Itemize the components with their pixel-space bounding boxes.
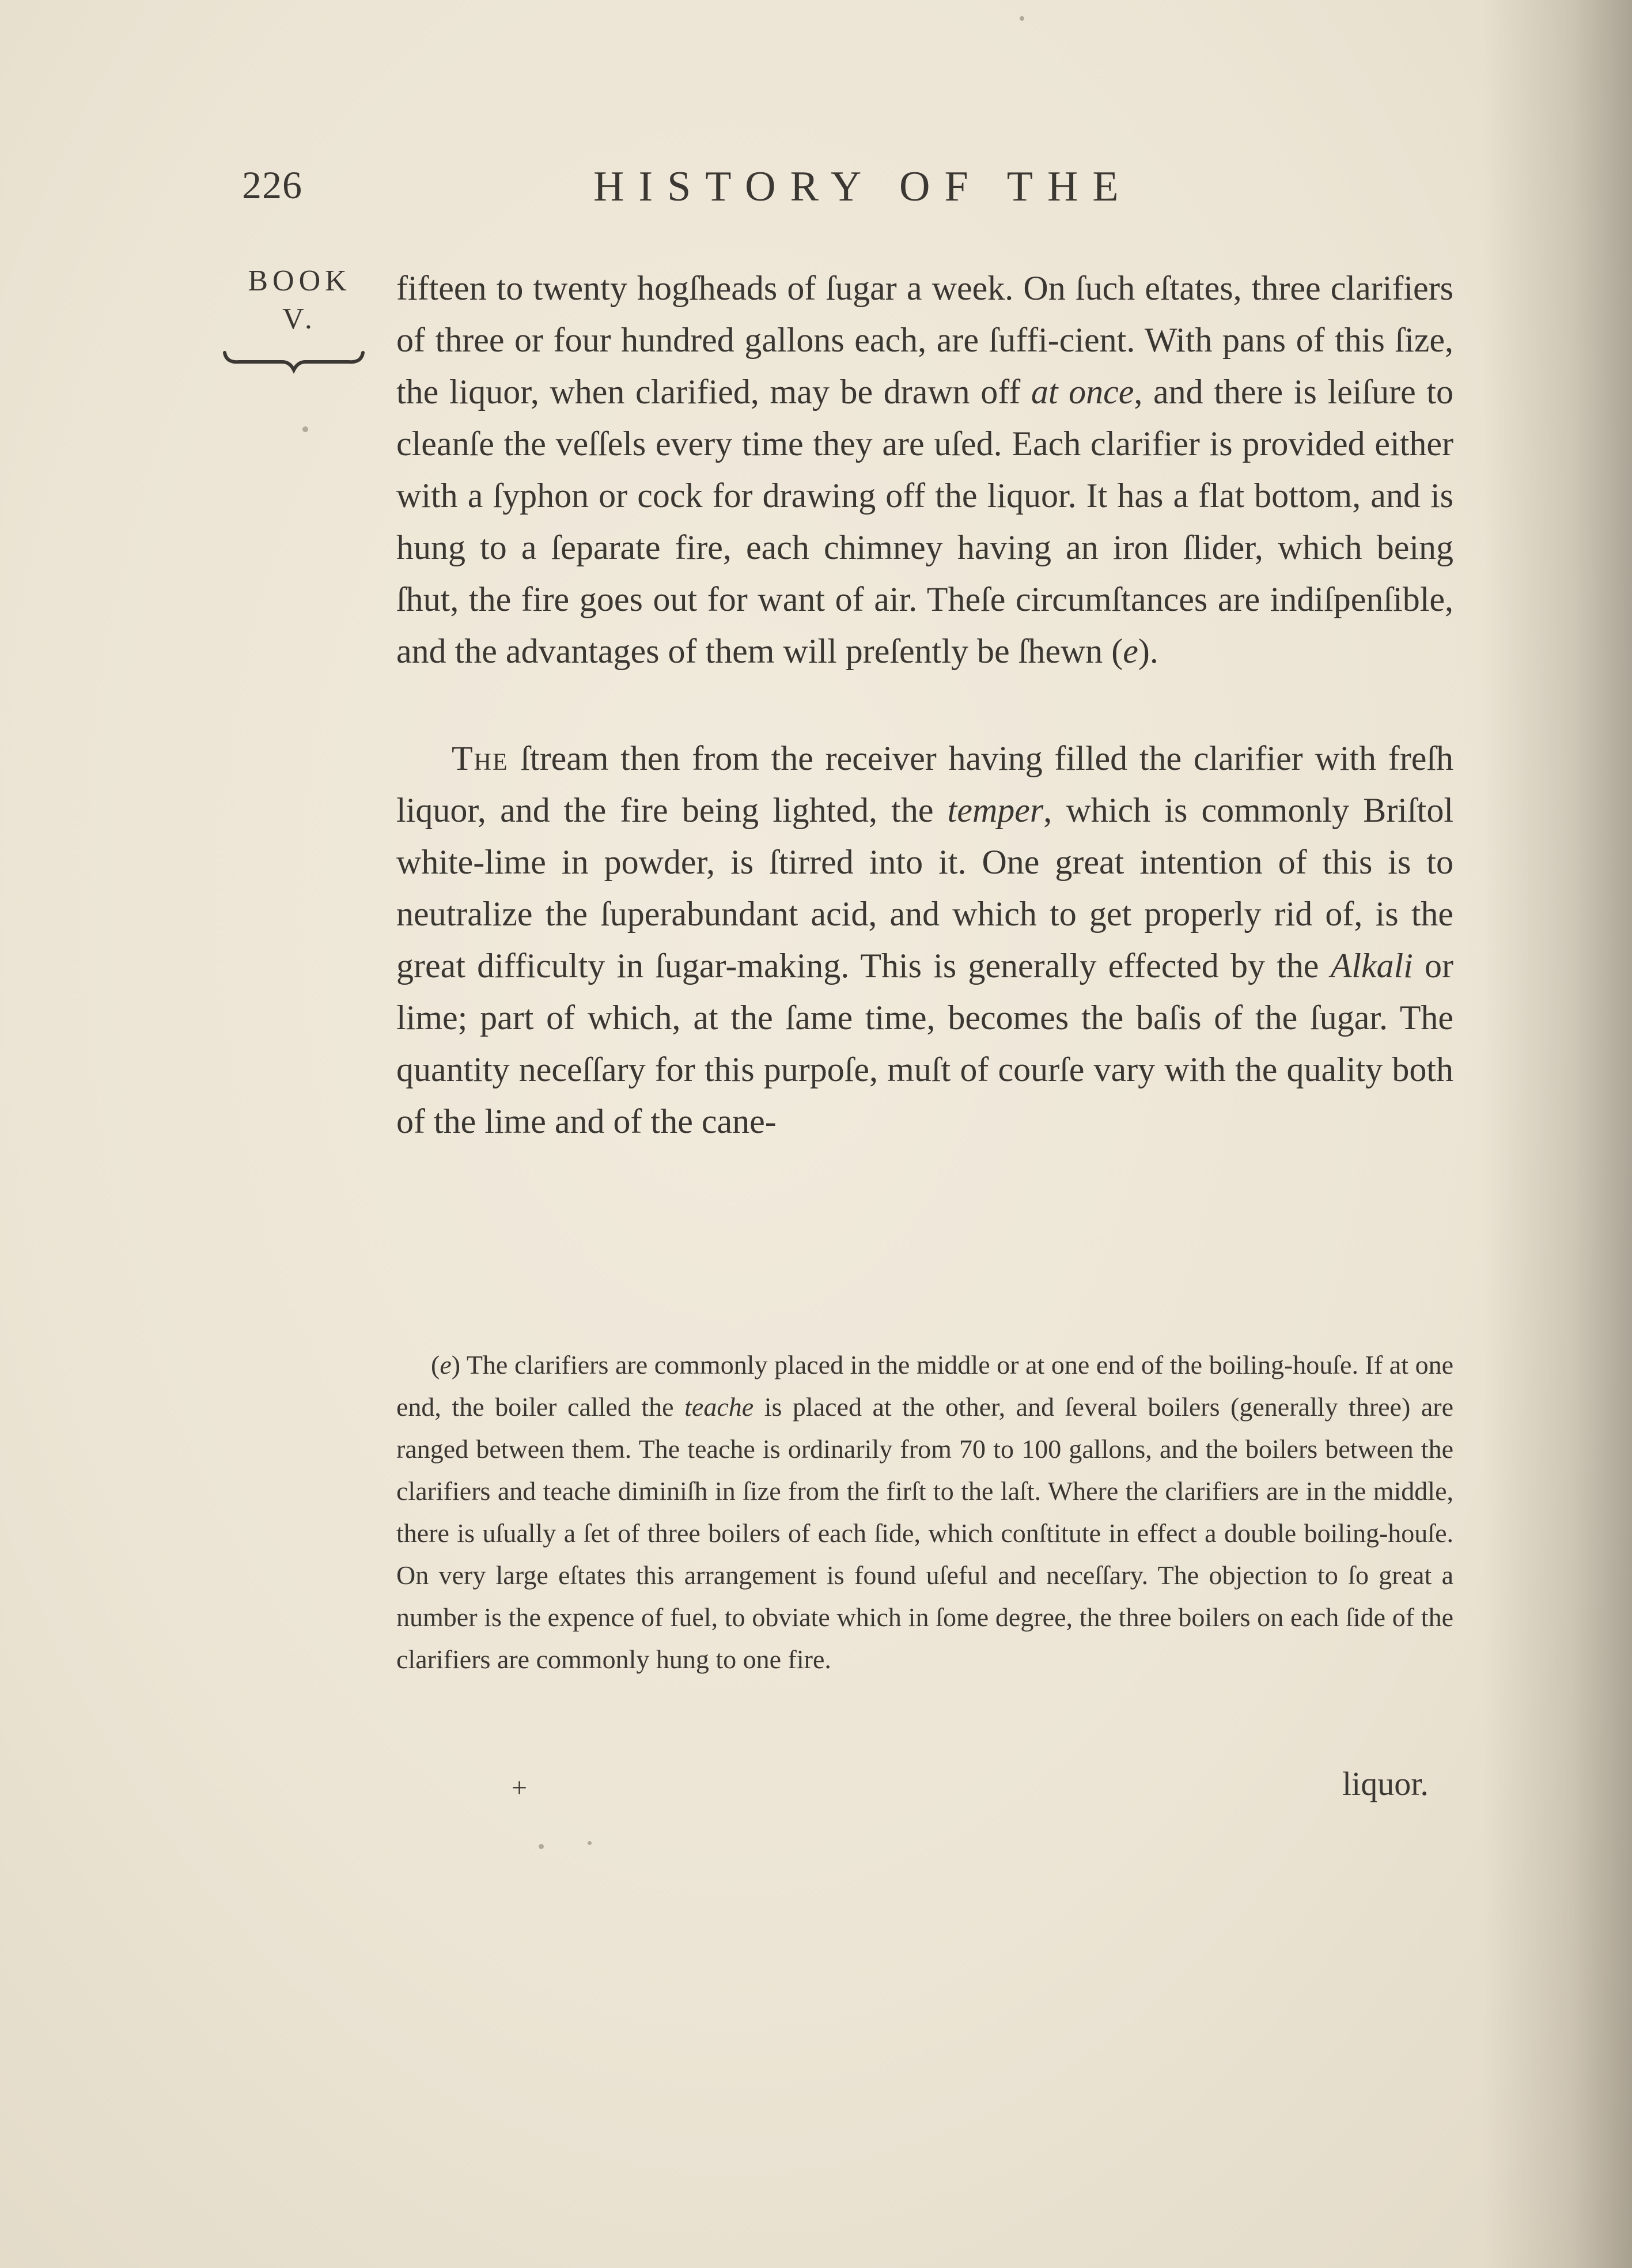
- text-run: ).: [1138, 632, 1158, 670]
- paragraph-lead-word: The: [452, 739, 509, 777]
- footnote-paren: (: [431, 1350, 440, 1379]
- italic-run: teache: [684, 1392, 754, 1422]
- page-edge-shadow: [1482, 0, 1632, 2268]
- paragraph-2: [396, 732, 1453, 1147]
- paper-speck: [539, 1844, 544, 1849]
- page-number: 226: [242, 163, 302, 207]
- catchword: liquor.: [1342, 1765, 1429, 1802]
- footnote-ref: e: [1123, 632, 1138, 670]
- text-run: fifteen to twenty hogſheads of ſugar a week. On ſuch eſtates, three clarifiers of three or four hundred gallons each, are ſuffi-cient. With pans of this ſize, the liquor, when clarified, may be drawn off: [396, 269, 1453, 411]
- paper-speck: [588, 1841, 592, 1845]
- italic-run: Alkali: [1330, 947, 1413, 985]
- paper-speck: [302, 426, 308, 432]
- text-run: is placed at the other, and ſeveral boilers (generally three) are ranged between them. The teache is ordinarily from 70 to 100 gallons, and the boilers between the clarifiers and teache diminiſh in ſize from the firſt to the laſt. Where the clarifiers are in the middle, there is uſually a ſet of three boilers of each ſide, which conſtitute in effect a double boiling-houſe. On very large eſtates this arrangement is found uſeful and neceſſary. The objection to ſo great a number is the expence of fuel, to obviate which in ſome degree, the three boilers on each ſide of the clarifiers are commonly hung to one fire.: [396, 1392, 1453, 1674]
- margin-book-label: BOOK: [248, 264, 351, 297]
- main-text: [396, 262, 1453, 1147]
- running-head: HISTORY OF THE: [593, 163, 1133, 210]
- italic-run: at once: [1031, 373, 1134, 411]
- footnote-text: [396, 1344, 1453, 1680]
- text-run: The clarifiers are commonly placed in the middle or at one end of the boiling-houſe. If at one end, the boiler called the: [396, 1350, 1453, 1422]
- italic-run: temper: [947, 791, 1044, 829]
- paragraph-1: [396, 262, 1453, 677]
- text-run: ſtream then from the receiver having filled the clarifier with freſh liquor, and the fire being lighted, the: [396, 739, 1453, 829]
- paper-speck: [1020, 16, 1024, 21]
- margin-note: [225, 262, 374, 338]
- text-run: , which is commonly Briſtol white-lime in powder, is ſtirred into it. One great intention of this is to neutralize the ſuperabundant acid, and which to get properly rid of, is the great difficulty in ſugar-making. This is generally effected by the: [396, 791, 1453, 985]
- footnote-paren: ): [451, 1350, 461, 1379]
- margin-book-number: V.: [282, 303, 317, 335]
- text-run: , and there is leiſure to cleanſe the veſſels every time they are uſed. Each clarifier is provided either with a ſyphon or cock for drawing off the liquor. It has a flat bottom, and is hung to a ſeparate fire, each chimney having an iron ſlider, which being ſhut, the fire goes out for want of air. Theſe circumſtances are indiſpenſible, and the advantages of them will preſently be ſhewn (: [396, 373, 1453, 670]
- footnote: [396, 1344, 1453, 1680]
- footnote-marker: e: [440, 1350, 452, 1379]
- signature-mark: +: [512, 1772, 528, 1803]
- text-run: or lime; part of which, at the ſame time, becomes the baſis of the ſugar. The quantity neceſſary for this purpoſe, muſt of courſe vary with the quality both of the lime and of the cane-: [396, 947, 1453, 1140]
- margin-brace-ornament: [222, 346, 366, 375]
